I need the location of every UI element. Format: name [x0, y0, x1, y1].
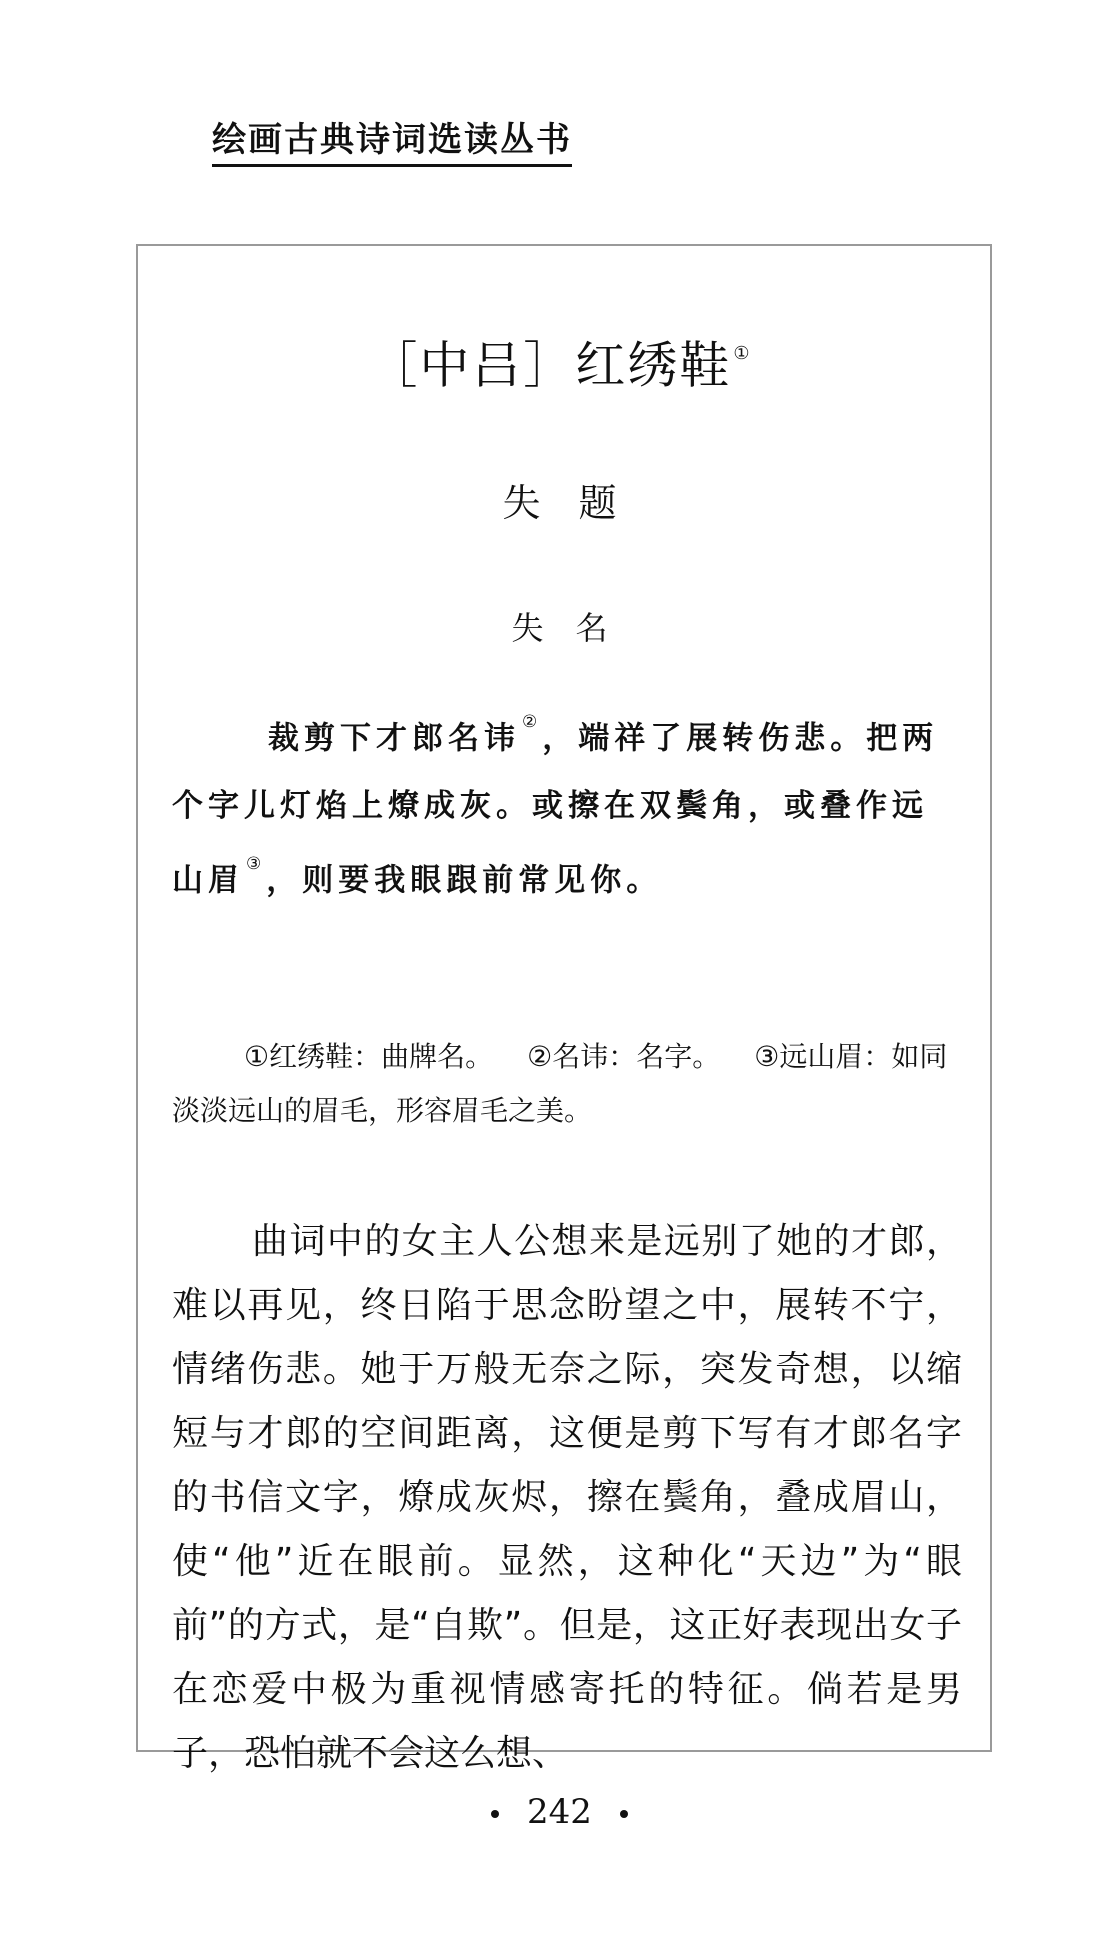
footnote-2: ②名讳：名字。 — [527, 1040, 721, 1073]
poem-line-2: ，端祥了展转伤悲。把两个字儿灯焰上燎成灰。或擦在双鬓角，或叠作远山眉 — [172, 720, 939, 899]
poem-title — [0, 330, 1119, 396]
page-footer — [0, 1790, 1119, 1834]
footnote-1: ①红绣鞋：曲牌名。 — [244, 1040, 494, 1073]
poem-line-3: ，则要我眼跟前常见你。 — [266, 862, 663, 899]
footnote-marker-2: ② — [522, 712, 543, 732]
footnotes — [172, 1030, 962, 1138]
page-number: 242 — [527, 1792, 592, 1832]
poem-line-1: 裁剪下才郎名讳 — [268, 720, 520, 757]
commentary-paragraph: 曲词中的女主人公想来是远别了她的才郎，难以再见，终日陷于思念盼望之中，展转不宁，情绪伤悲。她于万般无奈之际，突发奇想，以缩短与才郎的空间距离，这便是剪下写有才郎名字的书信文字，燎成灰烬，擦在鬓角，叠成眉山，使“他”近在眼前。显然，这种化“天边”为“眼前”的方式，是“自欺”。但是，这正好表现出女子在恋爱中极为重视情感寄托的特征。倘若是男子，恐怕就不会这么想、 — [172, 1221, 962, 1774]
poem-author: 失名 — [511, 609, 640, 647]
footnote-marker-1: ① — [733, 343, 752, 364]
poem-title-text: ［中吕］红绣鞋 — [367, 336, 732, 395]
footnote-marker-3: ③ — [246, 854, 267, 875]
series-title: 绘画古典诗词选读丛书 — [212, 118, 572, 167]
bullet-icon — [491, 1810, 499, 1818]
poem-body — [172, 698, 962, 915]
bullet-icon — [620, 1810, 628, 1818]
poem-subtitle: 失题 — [502, 481, 655, 525]
footnote-3: ③远山眉：如同淡淡远山的眉毛，形容眉毛之美。 — [172, 1040, 948, 1127]
